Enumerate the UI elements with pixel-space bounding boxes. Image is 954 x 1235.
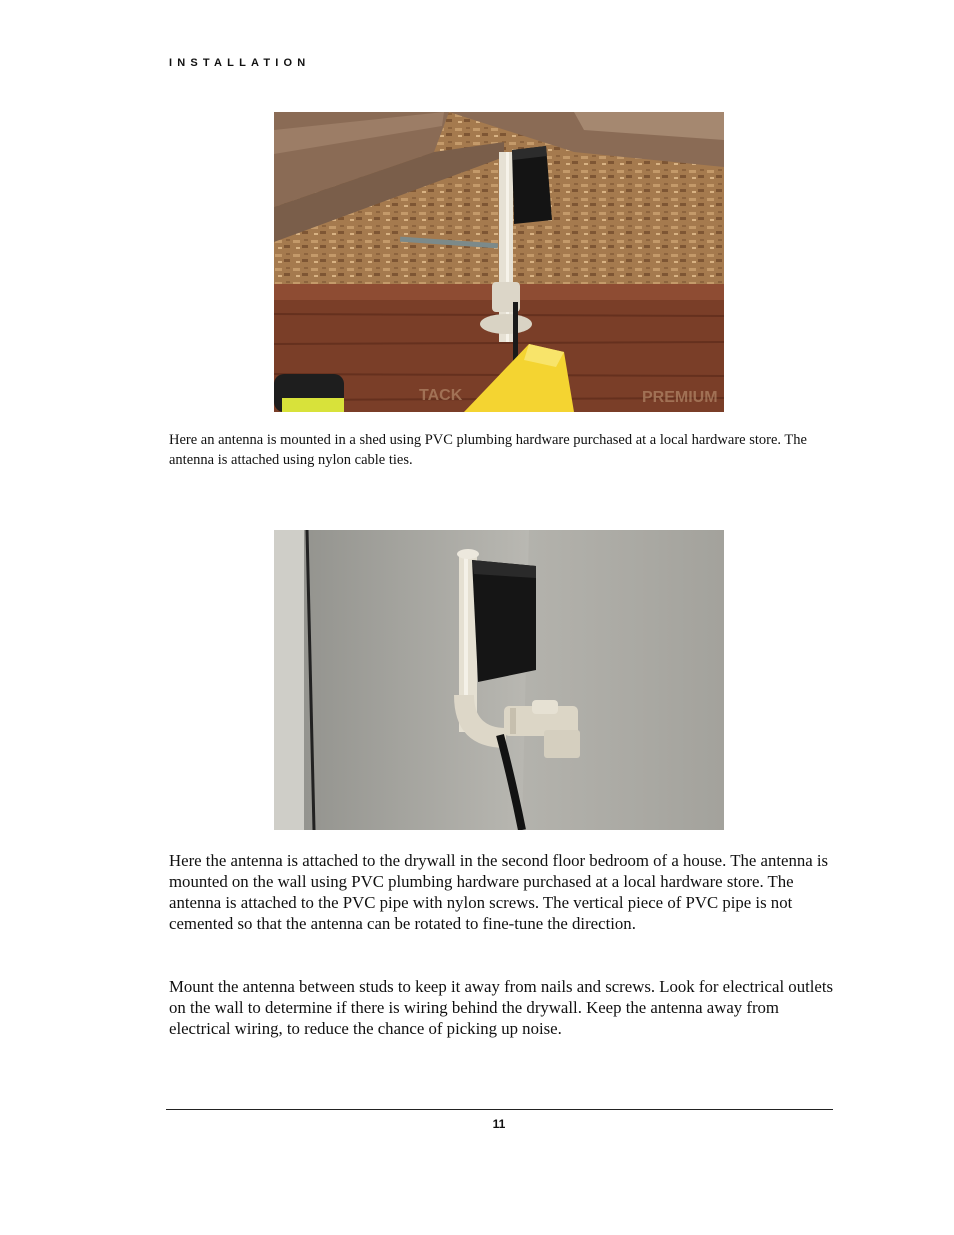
svg-text:PREMIUM: PREMIUM bbox=[642, 389, 718, 406]
footer-divider bbox=[166, 1109, 833, 1110]
drywall-antenna-photo bbox=[274, 530, 724, 830]
figure-2-caption: Here the antenna is attached to the drywall in the second floor bedroom of a house. The antenna is mounted on the wall using PVC plumbing hardware purchased at a local hardware store. The antenna is attached to the PVC pipe with nylon screws. The vertical piece of PVC pipe is not cemented so that the antenna can be rotated to fine-tune the direction. bbox=[169, 851, 829, 933]
section-header: INSTALLATION bbox=[169, 57, 311, 69]
page-number: 11 bbox=[492, 1117, 506, 1131]
svg-text:TACK: TACK bbox=[419, 387, 463, 404]
shed-antenna-photo bbox=[274, 112, 724, 412]
body-paragraph: Mount the antenna between studs to keep it away from nails and screws. Look for electrical outlets on the wall to determine if there is wiring behind the drywall. Keep the antenna away from electrical wiring, to reduce the chance of picking up noise. bbox=[169, 977, 834, 1038]
figure-1-caption: Here an antenna is mounted in a shed using PVC plumbing hardware purchased at a local hardware store. The antenna is attached using nylon cable ties. bbox=[169, 432, 807, 468]
